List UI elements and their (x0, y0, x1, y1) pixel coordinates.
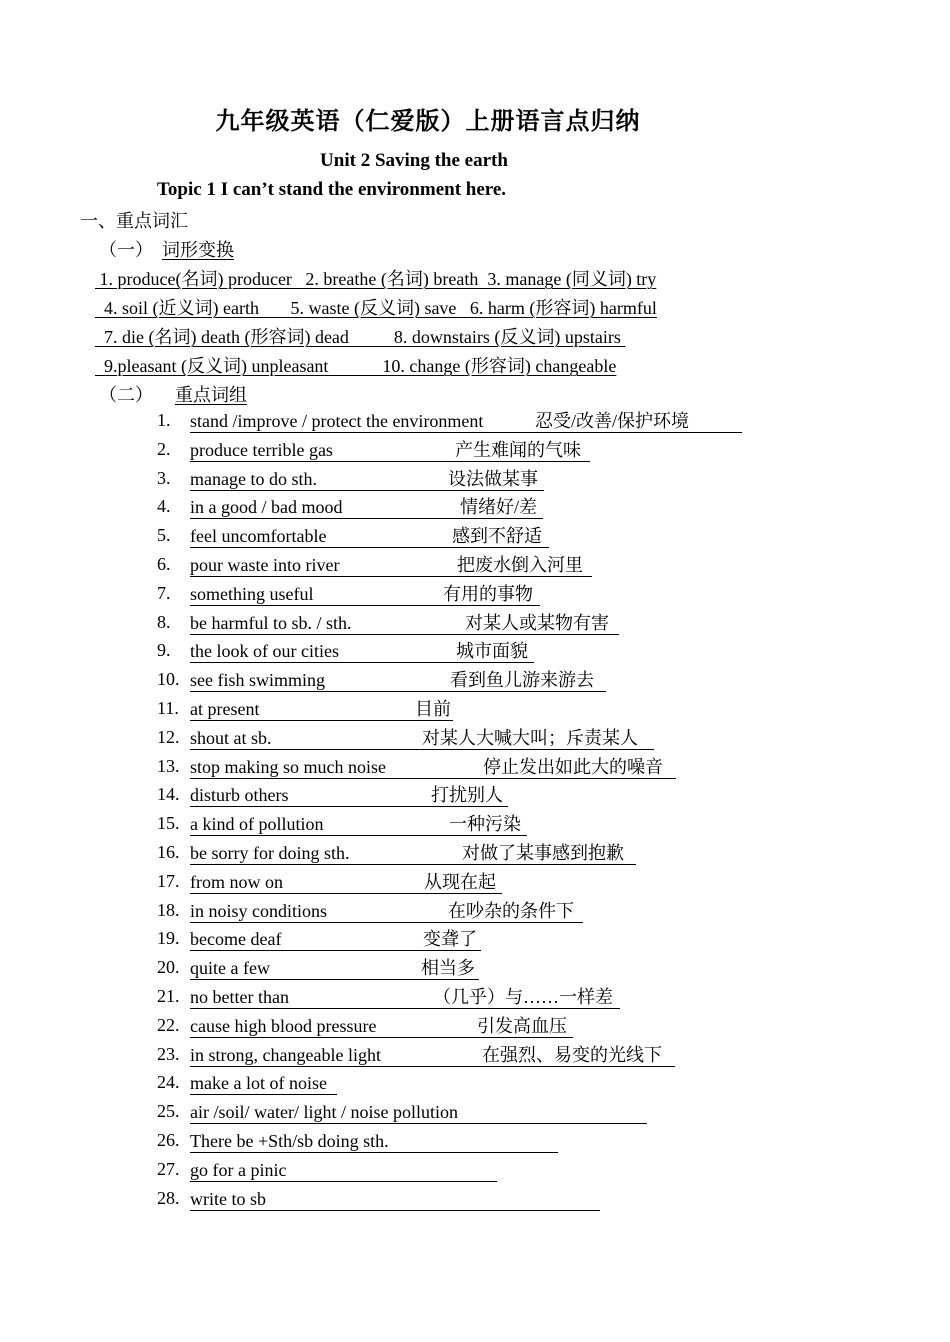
phrase-number: 18. (157, 899, 180, 920)
phrase-row (190, 900, 583, 923)
phrase-number: 27. (157, 1158, 180, 1179)
phrase-row (190, 842, 636, 865)
phrase-number: 23. (157, 1043, 180, 1064)
phrase-row (190, 1072, 337, 1095)
phrase-chinese: 相当多 (421, 958, 475, 979)
word-form-line-3: 7. die (名词) death (形容词) dead 8. downstairs (反义词) upstairs (95, 327, 626, 347)
phrase-row (190, 640, 534, 663)
phrase-number: 7. (157, 582, 171, 603)
phrase-number: 2. (157, 438, 171, 459)
phrase-row (190, 554, 592, 577)
phrase-chinese: 对某人大喊大叫；斥责某人 (422, 727, 638, 748)
page-title: 九年级英语（仁爱版）上册语言点归纳 (215, 109, 641, 135)
phrase-number: 16. (157, 842, 180, 862)
phrase-chinese: 城市面貌 (456, 641, 528, 662)
phrase-chinese: 打扰别人 (431, 785, 503, 806)
phrase-number: 28. (157, 1187, 180, 1208)
phrase-chinese: 感到不舒适 (452, 526, 542, 547)
subsection-word-forms: 词形变换 (162, 240, 234, 260)
phrase-english: stand /improve / protect the environment (190, 411, 484, 431)
phrase-chinese: 有用的事物 (443, 583, 533, 604)
phrase-number: 24. (157, 1072, 180, 1093)
phrase-row (190, 496, 543, 519)
phrase-number: 5. (157, 525, 171, 546)
phrase-number: 3. (157, 467, 171, 488)
phrase-english: cause high blood pressure (190, 1015, 377, 1036)
phrase-chinese: 停止发出如此大的噪音 (483, 756, 663, 777)
phrase-chinese: 情绪好/差 (460, 497, 538, 518)
phrase-number: 26. (157, 1130, 180, 1150)
phrase-row (190, 1188, 600, 1211)
phrase-number: 6. (157, 554, 171, 574)
phrase-number: 22. (157, 1014, 180, 1035)
word-form-line-4: 9.pleasant (反义词) unpleasant 10. change (形容词) changeable (95, 356, 617, 376)
phrase-number: 21. (157, 986, 180, 1006)
phrase-row (190, 1015, 573, 1038)
phrase-english: in a good / bad mood (190, 497, 343, 518)
phrase-english: a kind of pollution (190, 814, 324, 835)
phrase-row (190, 410, 742, 433)
phrase-row (190, 698, 453, 721)
phrase-chinese: 变聋了 (423, 929, 477, 950)
phrase-chinese: 设法做某事 (448, 468, 538, 489)
subsection-key-phrases: 重点词组 (175, 385, 247, 405)
phrase-number: 15. (157, 813, 180, 834)
phrase-english: quite a few (190, 958, 270, 979)
phrase-chinese: 目前 (415, 699, 451, 719)
phrase-number: 19. (157, 928, 180, 949)
phrase-row (190, 957, 479, 980)
phrase-row (190, 784, 508, 807)
phrase-row (190, 612, 619, 635)
phrase-english: pour waste into river (190, 555, 340, 575)
phrase-english: from now on (190, 871, 283, 892)
phrase-chinese: 在吵杂的条件下 (448, 900, 574, 921)
phrase-row (190, 468, 544, 491)
phrase-number: 13. (157, 755, 180, 776)
phrase-chinese: （几乎）与……一样差 (433, 987, 613, 1007)
phrase-english: go for a pinic (190, 1159, 287, 1180)
phrase-english: stop making so much noise (190, 756, 386, 777)
phrase-row (190, 986, 620, 1009)
phrase-english: be sorry for doing sth. (190, 843, 350, 863)
phrase-english: be harmful to sb. / sth. (190, 612, 352, 633)
section-key-vocabulary: 一、重点词汇 (80, 211, 188, 231)
phrase-english: make a lot of noise (190, 1073, 327, 1094)
phrase-english: manage to do sth. (190, 468, 317, 489)
phrase-number: 25. (157, 1101, 180, 1122)
phrase-chinese: 引发高血压 (477, 1015, 567, 1036)
phrase-english: produce terrible gas (190, 439, 333, 460)
phrase-chinese: 对某人或某物有害 (465, 612, 609, 633)
phrase-chinese: 产生难闻的气味 (455, 439, 581, 460)
phrase-row (190, 727, 654, 750)
phrase-row (190, 669, 606, 692)
phrase-number: 8. (157, 611, 171, 632)
phrase-row (190, 813, 527, 836)
phrase-number: 9. (157, 640, 171, 661)
phrase-english: at present (190, 699, 260, 719)
phrase-row (190, 1101, 647, 1124)
phrase-english: something useful (190, 583, 314, 604)
phrase-row (190, 583, 540, 606)
phrase-english: feel uncomfortable (190, 526, 327, 547)
subsection-marker-1: （一） (99, 240, 153, 260)
phrase-chinese: 在强烈、易变的光线下 (482, 1044, 662, 1065)
phrase-english: air /soil/ water/ light / noise pollution (190, 1102, 458, 1123)
phrase-number: 11. (157, 698, 179, 718)
phrase-row (190, 439, 590, 462)
phrase-row (190, 1130, 558, 1153)
phrase-english: no better than (190, 987, 289, 1007)
phrase-chinese: 对做了某事感到抱歉 (462, 843, 624, 863)
phrase-row (190, 1044, 675, 1067)
phrase-chinese: 一种污染 (449, 814, 521, 835)
phrase-number: 20. (157, 957, 180, 978)
phrase-chinese: 忍受/改善/保护环境 (535, 411, 690, 431)
phrase-number: 1. (157, 410, 171, 430)
phrase-number: 14. (157, 784, 180, 805)
phrase-english: see fish swimming (190, 670, 325, 691)
phrase-english: There be +Sth/sb doing sth. (190, 1131, 389, 1151)
phrase-number: 10. (157, 669, 180, 690)
phrase-row (190, 1159, 497, 1182)
phrase-english: become deaf (190, 929, 282, 950)
phrase-english: shout at sb. (190, 727, 272, 748)
topic-heading: Topic 1 I can’t stand the environment here. (157, 179, 507, 200)
phrase-number: 12. (157, 726, 180, 747)
phrase-row (190, 871, 502, 894)
phrase-english: disturb others (190, 785, 289, 806)
phrase-english: in strong, changeable light (190, 1044, 381, 1065)
phrase-english: in noisy conditions (190, 900, 328, 921)
phrase-chinese: 从现在起 (424, 871, 496, 892)
phrase-chinese: 看到鱼儿游来游去 (450, 670, 594, 691)
subsection-marker-2: （二） (99, 385, 153, 405)
word-form-line-2: 4. soil (近义词) earth 5. waste (反义词) save 6. harm (形容词) harmful (95, 298, 657, 318)
phrase-number: 17. (157, 870, 180, 891)
phrase-english: the look of our cities (190, 641, 339, 662)
unit-heading: Unit 2 Saving the earth (320, 150, 508, 171)
phrase-row (190, 756, 676, 779)
phrase-chinese: 把废水倒入河里 (457, 555, 583, 575)
phrase-number: 4. (157, 496, 171, 517)
phrase-row (190, 928, 481, 951)
phrase-row (190, 525, 549, 548)
word-form-line-1: 1. produce(名词) producer 2. breathe (名词) breath 3. manage (同义词) try (95, 269, 657, 289)
phrase-english: write to sb (190, 1188, 266, 1209)
